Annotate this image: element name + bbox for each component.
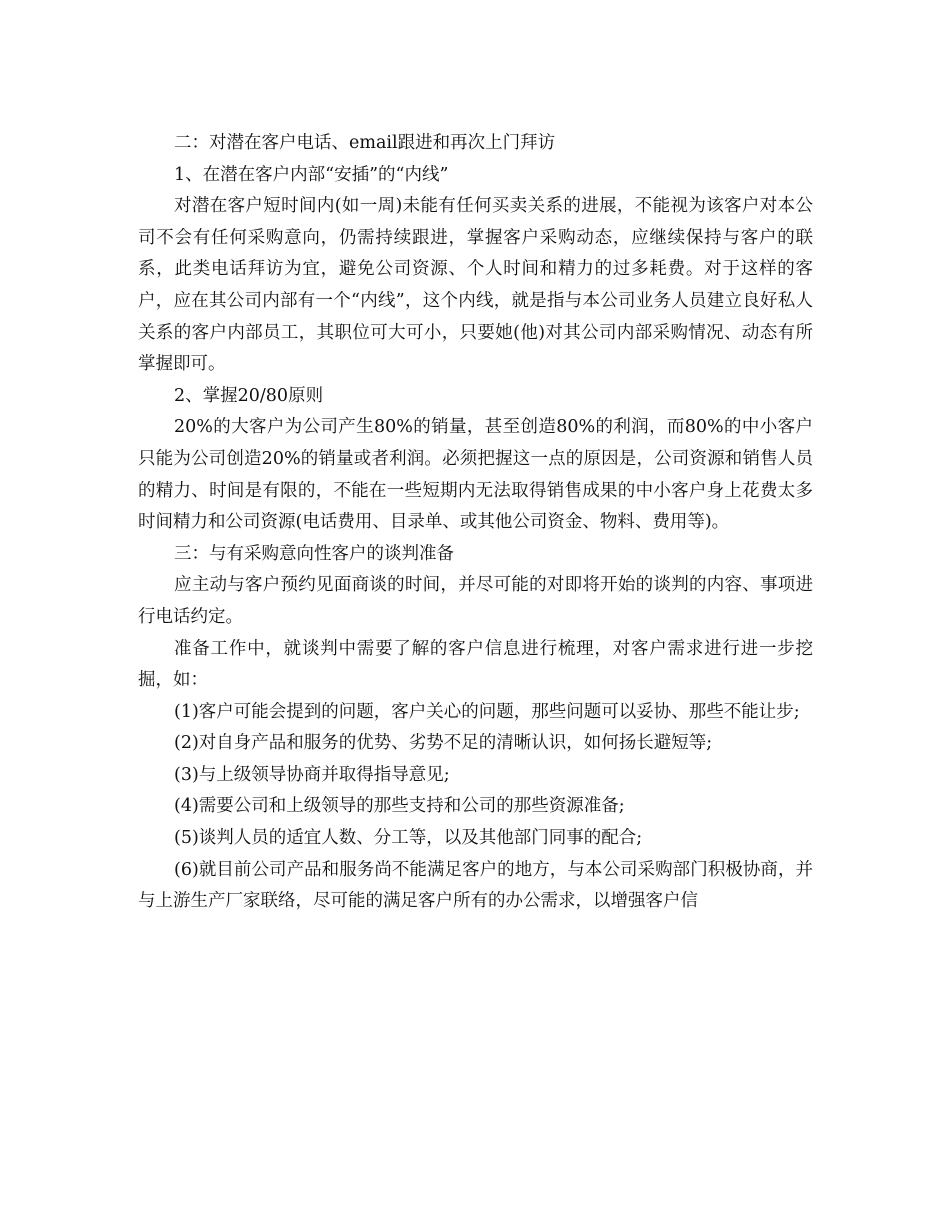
list-item-6: (6)就目前公司产品和服务尚不能满足客户的地方，与本公司采购部门积极协商，并与上游生产厂家联络，尽可能的满足客户所有的办公需求，以增强客户信	[138, 859, 813, 912]
section-heading-2: 二：对潜在客户电话、email跟进和再次上门拜访	[174, 133, 556, 153]
paragraph-20-80-rule: 20%的大客户为公司产生80%的销量，甚至创造80%的利润，而80%的中小客户只能为公司创造20%的销量或者利润。必须把握这一点的原因是，公司资源和销售人员的精力、时间是有限的，不能在一些短期内无法取得销售成果的中小客户身上花费太多时间精力和公司资源(电话费用、目录单、或其他公司资金、物料、费用等)。	[138, 417, 813, 533]
document-body	[138, 128, 813, 918]
paragraph-follow-up: 对潜在客户短时间内(如一周)未能有任何买卖关系的进展，不能视为该客户对本公司不会有任何采购意向，仍需持续跟进，掌握客户采购动态，应继续保持与客户的联系，此类电话拜访为宜，避免公司资源、个人时间和精力的过多耗费。对于这样的客户，应在其公司内部有一个“内线”，这个内线，就是指与本公司业务人员建立良好私人关系的客户内部员工，其职位可大可小，只要她(他)对其公司内部采购情况、动态有所掌握即可。	[138, 196, 813, 375]
paragraph-appointment: 应主动与客户预约见面商谈的时间，并尽可能的对即将开始的谈判的内容、事项进行电话约定。	[138, 575, 813, 627]
list-item-1: (1)客户可能会提到的问题，客户关心的问题，那些问题可以妥协、那些不能让步;	[174, 701, 800, 722]
list-item-5: (5)谈判人员的适宜人数、分工等，以及其他部门同事的配合;	[174, 828, 643, 849]
subheading-20-80-rule: 2、掌握20/80原则	[174, 385, 324, 406]
list-item-4: (4)需要公司和上级领导的那些支持和公司的那些资源准备;	[174, 796, 625, 817]
paragraph-preparation: 准备工作中，就谈判中需要了解的客户信息进行梳理，对客户需求进行进一步挖掘，如：	[138, 638, 813, 691]
subheading-inside-contact: 1、在潜在客户内部“安插”的“内线”	[174, 164, 449, 185]
list-item-3: (3)与上级领导协商并取得指导意见;	[174, 764, 450, 785]
list-item-2: (2)对自身产品和服务的优势、劣势不足的清晰认识，如何扬长避短等;	[174, 733, 713, 754]
section-heading-3: 三：与有采购意向性客户的谈判准备	[174, 543, 454, 564]
